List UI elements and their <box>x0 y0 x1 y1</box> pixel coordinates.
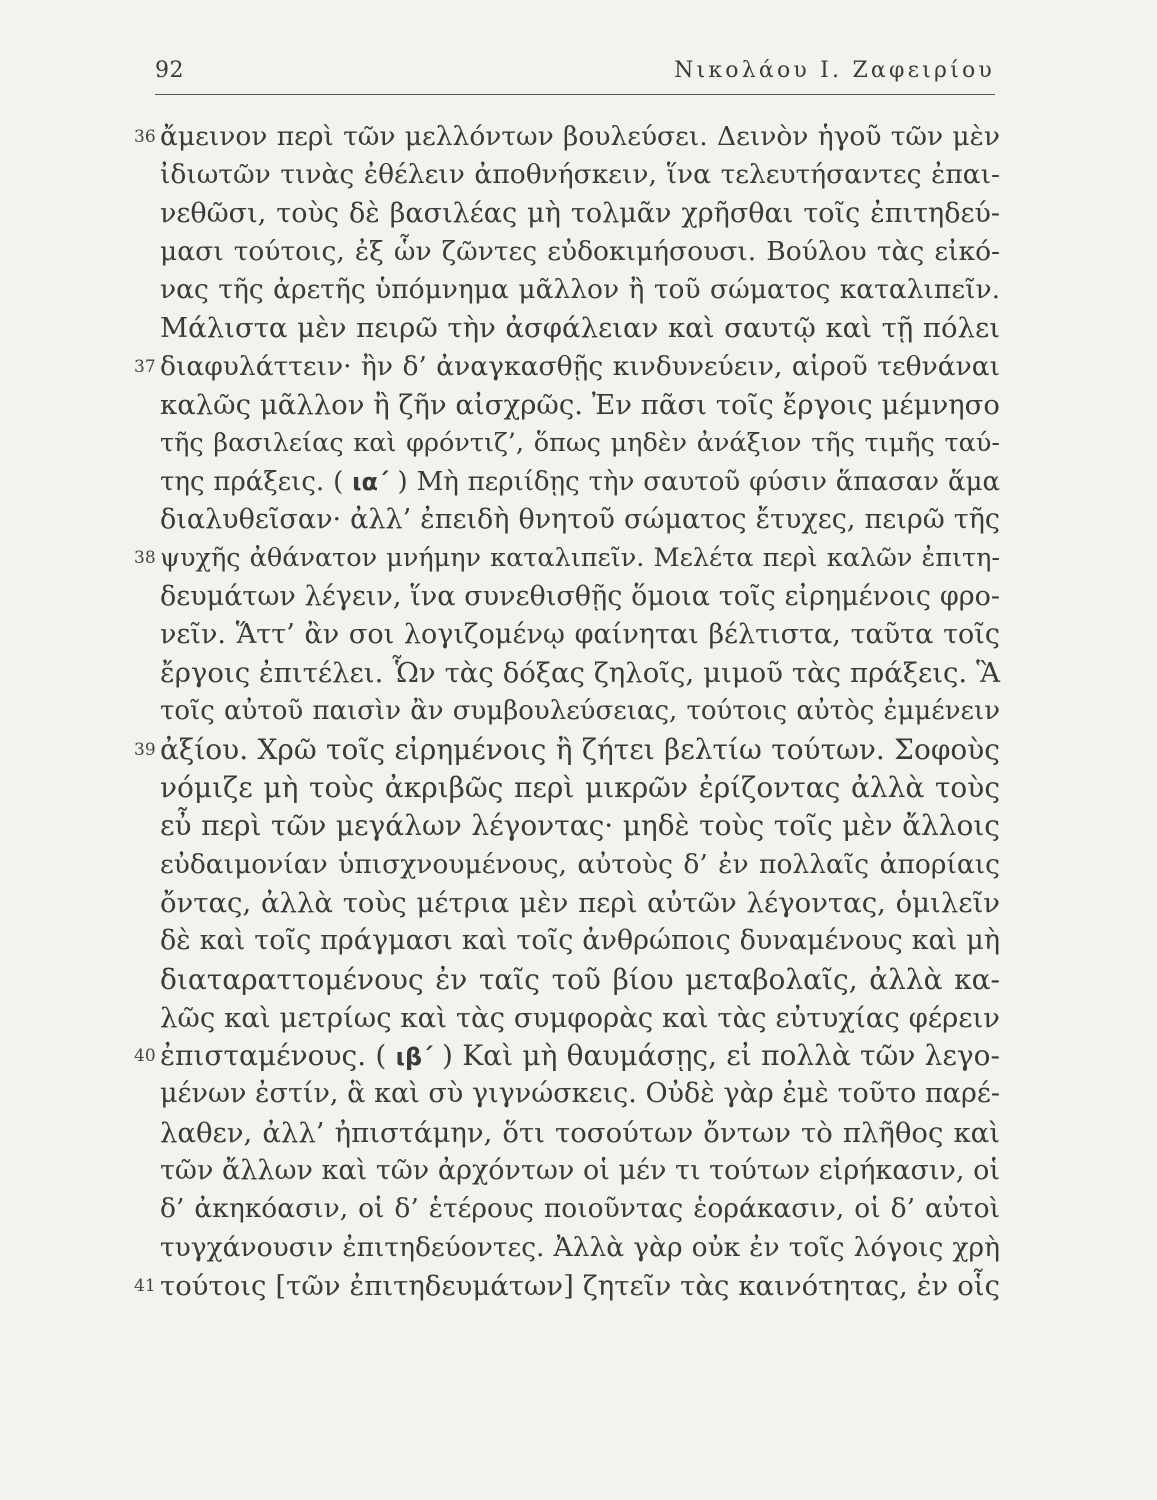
line-text: μένων ἐστίν, ἃ καὶ σὺ γιγνώσκεις. Οὐδὲ γὰρ ἐμὲ τοῦτο παρέ- <box>160 1078 1000 1110</box>
line-text: τοῖς αὐτοῦ παισὶν ἂν συμβουλεύσειας, τούτοις αὐτὸς ἐμμένειν <box>160 696 1000 727</box>
text-line <box>160 616 1000 654</box>
chapter-mark: ιβ΄ <box>395 1043 433 1072</box>
line-text: νας τῆς ἀρετῆς ὑπόμνημα μᾶλλον ἢ τοῦ σώματος καταλιπεῖν. <box>160 274 1000 306</box>
line-text: δευμάτων λέγειν, ἵνα συνεθισθῇς ὅμοια τοῖς εἰρημένοις φρο- <box>160 580 1000 612</box>
text-line <box>160 692 1000 730</box>
text-line <box>160 1075 1000 1113</box>
text-line <box>160 501 1000 539</box>
text-line <box>160 961 1000 999</box>
line-text: καλῶς μᾶλλον ἢ ζῆν αἰσχρῶς. Ἐν πᾶσι τοῖς ἔργοις μέμνησο <box>160 389 1000 422</box>
line-text: μασι τούτοις, ἐξ ὧν ζῶντες εὐδοκιμήσουσι. Βούλου τὰς εἰκό- <box>160 235 1000 267</box>
line-text: νόμιζε μὴ τοὺς ἀκριβῶς περὶ μικρῶν ἐρίζοντας ἀλλὰ τοὺς <box>160 771 1000 805</box>
line-text: διαλυθεῖσαν· ἀλλ’ ἐπειδὴ θνητοῦ σώματος ἔτυχες, πειρῶ τῆς <box>160 503 1000 535</box>
line-text: δὲ καὶ τοῖς πράγμασι καὶ τοῖς ἀνθρώποις δυναμένους καὶ μὴ <box>160 925 1000 957</box>
section-number: 39 <box>134 739 156 760</box>
text-line <box>160 1229 1000 1267</box>
line-text: ὄντας, ἀλλὰ τοὺς μέτρια μὲν περὶ αὐτῶν λέγοντας, ὁμιλεῖν <box>160 886 1000 919</box>
line-text: ἐπισταμένους. ( <box>160 1039 387 1073</box>
text-line <box>160 156 1000 194</box>
text-line <box>134 1037 1000 1075</box>
line-text: νεῖν. Ἅττ’ ἂν σοι λογιζομένῳ φαίνηται βέλτιστα, ταῦτα τοῖς <box>160 618 1000 650</box>
line-text: λαθεν, ἀλλ’ ἠπιστάμην, ὅτι τοσούτων ὄντων τὸ πλῆθος καὶ <box>160 1116 1000 1149</box>
text-line <box>160 1114 1000 1152</box>
line-text: λῶς καὶ μετρίως καὶ τὰς συμφορὰς καὶ τὰς εὐτυχίας φέρειν <box>160 1001 1000 1034</box>
page-header <box>155 58 995 95</box>
section-number: 41 <box>134 1275 156 1296</box>
text-line <box>160 463 1000 501</box>
text-line <box>160 1190 1000 1228</box>
section-number: 40 <box>134 1046 156 1067</box>
text-line <box>160 195 1000 233</box>
text-line <box>160 884 1000 922</box>
chapter-mark: ια΄ <box>352 467 389 496</box>
section-number: 36 <box>134 127 156 147</box>
text-line <box>160 769 1000 807</box>
text-line <box>160 999 1000 1037</box>
text-line <box>134 348 1000 386</box>
line-text: ἄμεινον περὶ τῶν μελλόντων βουλεύσει. Δεινὸν ἡγοῦ τῶν μὲν <box>160 121 1000 152</box>
line-text: τῶν ἄλλων καὶ τῶν ἀρχόντων οἱ μέν τι τούτων εἰρήκασιν, οἱ <box>160 1155 1000 1187</box>
text-line <box>134 118 1000 156</box>
line-text: τυγχάνουσιν ἐπιτηδεύοντες. Ἀλλὰ γὰρ οὐκ ἐν τοῖς λόγοις χρὴ <box>160 1231 1000 1263</box>
text-line <box>160 386 1000 424</box>
text-line <box>160 271 1000 309</box>
line-text: εὖ περὶ τῶν μεγάλων λέγοντας· μηδὲ τοὺς τοῖς μὲν ἄλλοις <box>160 809 1000 843</box>
text-line <box>134 539 1000 577</box>
line-text: δ’ ἀκηκόασιν, οἱ δ’ ἑτέρους ποιοῦντας ἑοράκασιν, οἱ δ’ αὐτοὶ <box>160 1193 1000 1225</box>
line-text: εὐδαιμονίαν ὑπισχνουμένους, αὐτοὺς δ’ ἐν πολλαῖς ἀπορίαις <box>160 848 1000 880</box>
line-text: διαφυλάττειν· ἢν δ’ ἀναγκασθῇς κινδυνεύειν, αἱροῦ τεθνάναι <box>160 350 1000 382</box>
line-text: ) Μὴ περιίδῃς τὴν σαυτοῦ φύσιν ἅπασαν ἅμα <box>397 466 1001 497</box>
text-line <box>160 654 1000 692</box>
line-text: της πράξεις. ( <box>160 466 344 497</box>
line-text: τούτοις [τῶν ἐπιτηδευμάτων] ζητεῖν τὰς καινότητας, ἐν οἷς <box>160 1269 1000 1302</box>
section-number: 38 <box>134 548 156 569</box>
text-line <box>160 807 1000 845</box>
line-text: ψυχῆς ἀθάνατον μνήμην καταλιπεῖν. Μελέτα περὶ καλῶν ἐπιτη- <box>160 543 1000 574</box>
text-line <box>160 1152 1000 1190</box>
text-line <box>160 309 1000 347</box>
text-line <box>134 731 1000 769</box>
line-text: διαταραττομένους ἐν ταῖς τοῦ βίου μεταβολαῖς, ἀλλὰ κα- <box>160 962 1000 996</box>
text-line <box>160 233 1000 271</box>
line-text: τῆς βασιλείας καὶ φρόντιζ’, ὅπως μηδὲν ἀνάξιον τῆς τιμῆς ταύ- <box>160 428 1000 459</box>
page-number: 92 <box>155 58 184 83</box>
text-line <box>160 922 1000 960</box>
text-line <box>134 1267 1000 1305</box>
text-line <box>160 578 1000 616</box>
section-number: 37 <box>134 356 156 377</box>
line-text: ἔργοις ἐπιτέλει. Ὧν τὰς δόξας ζηλοῖς, μιμοῦ τὰς πράξεις. Ἃ <box>160 657 1000 690</box>
line-text: Μάλιστα μὲν πειρῶ τὴν ἀσφάλειαν καὶ σαυτῷ καὶ τῇ πόλει <box>160 312 1000 345</box>
body-text <box>134 118 1001 1305</box>
text-line <box>160 424 1000 462</box>
running-head: Νικολάου Ι. Ζαφειρίου <box>674 58 995 83</box>
line-text: ἀξίου. Χρῶ τοῖς εἰρημένοις ἢ ζήτει βελτίω τούτων. Σοφοὺς <box>160 732 1000 766</box>
text-line <box>160 846 1000 884</box>
line-text: νεθῶσι, τοὺς δὲ βασιλέας μὴ τολμᾶν χρῆσθαι τοῖς ἐπιτηδεύ- <box>160 197 1000 229</box>
line-text: ἰδιωτῶν τινὰς ἐθέλειν ἀποθνήσκειν, ἵνα τελευτήσαντες ἐπαι- <box>160 159 1000 191</box>
line-text: ) Καὶ μὴ θαυμάσῃς, εἰ πολλὰ τῶν λεγο- <box>442 1039 1000 1073</box>
